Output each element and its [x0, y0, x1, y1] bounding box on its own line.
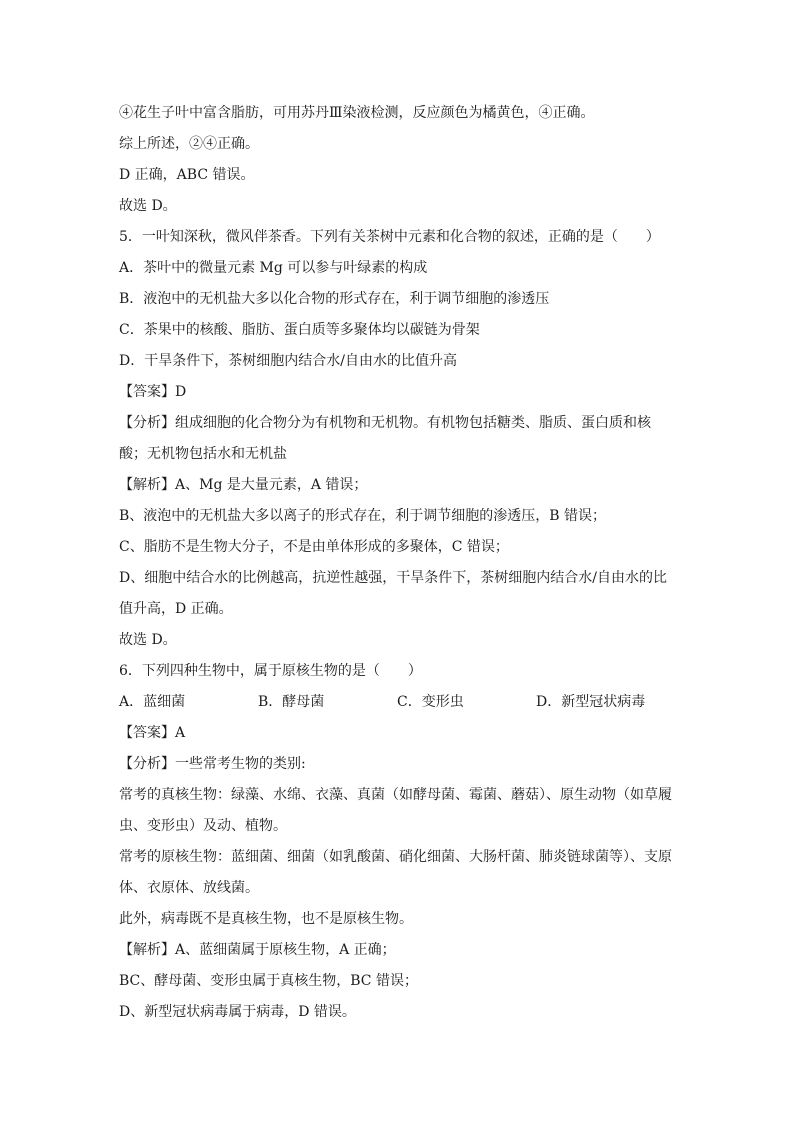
- answer-label: 【答案】A: [119, 725, 186, 741]
- explanation-text: 值升高，D 正确。: [119, 601, 233, 617]
- text-line: 故选 D。: [119, 198, 177, 214]
- question-5-option-c: C．茶果中的核酸、脂肪、蛋白质等多聚体均以碳链为骨架: [119, 322, 480, 338]
- text-line: D 正确，ABC 错误。: [119, 167, 255, 183]
- explanation-text: D、细胞中结合水的比例越高，抗逆性越强，干旱条件下，茶树细胞内结合水/自由水的比: [119, 570, 667, 586]
- question-5-stem: 5．一叶知深秋，微风伴茶香。下列有关茶树中元素和化合物的叙述，正确的是（ ）: [119, 229, 660, 245]
- question-6-options: [119, 687, 679, 718]
- question-6-option-a: A．蓝细菌: [119, 694, 186, 710]
- answer-label: 【答案】D: [119, 384, 187, 400]
- analysis-text: 体、衣原体、放线菌。: [119, 880, 259, 896]
- document-content: [119, 98, 679, 1028]
- explanation-text: 【解析】A、Mg 是大量元素，A 错误；: [119, 477, 368, 493]
- analysis-text: 【分析】组成细胞的化合物分为有机物和无机物。有机物包括糖类、脂质、蛋白质和核: [119, 415, 651, 431]
- analysis-text: 此外，病毒既不是真核生物，也不是原核生物。: [119, 911, 413, 927]
- explanation-text: 【解析】A、蓝细菌属于原核生物，A 正确；: [119, 942, 396, 958]
- analysis-text: 常考的原核生物：蓝细菌、细菌（如乳酸菌、硝化细菌、大肠杆菌、肺炎链球菌等）、支原: [119, 849, 672, 865]
- analysis-text: 常考的真核生物：绿藻、水绵、衣藻、真菌（如酵母菌、霉菌、蘑菇）、原生动物（如草履: [119, 787, 672, 803]
- question-6-stem: 6．下列四种生物中，属于原核生物的是（ ）: [119, 663, 422, 679]
- explanation-text: B、液泡中的无机盐大多以离子的形式存在，利于调节细胞的渗透压，B 错误；: [119, 508, 607, 524]
- explanation-text: C、脂肪不是生物大分子，不是由单体形成的多聚体，C 错误；: [119, 539, 509, 555]
- text-line: ④花生子叶中富含脂肪，可用苏丹Ⅲ染液检测，反应颜色为橘黄色，④正确。: [119, 105, 595, 121]
- question-5-option-a: A．茶叶中的微量元素 Mg 可以参与叶绿素的构成: [119, 260, 428, 276]
- question-6-option-d: D．新型冠状病毒: [536, 694, 646, 710]
- analysis-text: 虫、变形虫）及动、植物。: [119, 818, 287, 834]
- text-line: 综上所述，②④正确。: [119, 136, 259, 152]
- analysis-text: 酸；无机物包括水和无机盐: [119, 446, 287, 462]
- question-6-option-c: C．变形虫: [397, 694, 464, 710]
- explanation-text: BC、酵母菌、变形虫属于真核生物，BC 错误；: [119, 973, 418, 989]
- explanation-text: D、新型冠状病毒属于病毒，D 错误。: [119, 1004, 356, 1020]
- analysis-text: 【分析】一些常考生物的类别:: [119, 756, 306, 772]
- question-6-option-b: B．酵母菌: [258, 694, 325, 710]
- question-5-option-b: B．液泡中的无机盐大多以化合物的形式存在，利于调节细胞的渗透压: [119, 291, 550, 307]
- question-5-option-d: D．干旱条件下，茶树细胞内结合水/自由水的比值升高: [119, 353, 457, 369]
- text-line: 故选 D。: [119, 632, 177, 648]
